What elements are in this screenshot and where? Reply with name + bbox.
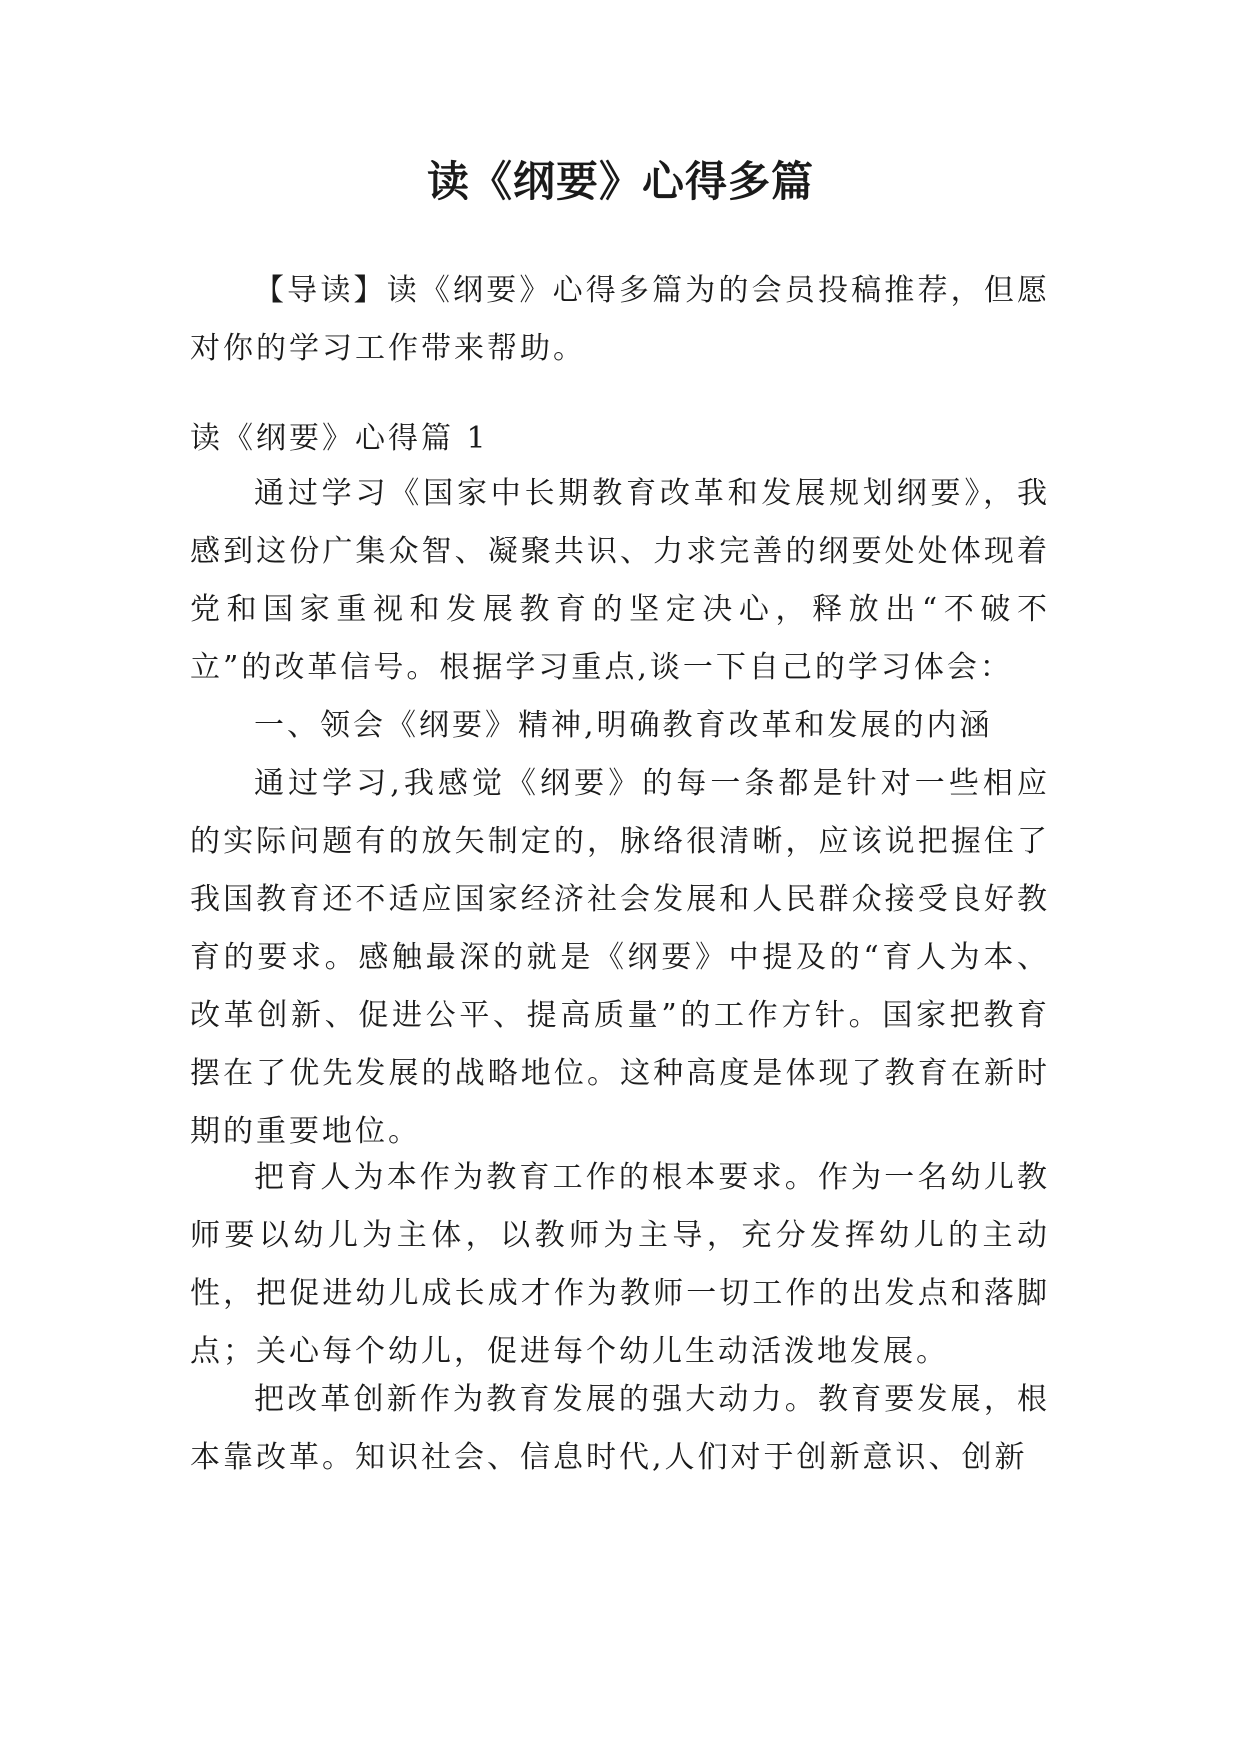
body-paragraph-3: 把育人为本作为教育工作的根本要求。作为一名幼儿教师要以幼儿为主体，以教师为主导，充分发挥幼儿的主动性，把促进幼儿成长成才作为教师一切工作的出发点和落脚点；关心每个幼儿，促进每个幼儿生动活泼地发展。 (190, 1160, 1050, 1369)
section-heading: 读《纲要》心得篇 1 (190, 421, 489, 456)
subheading-paragraph: 一、领会《纲要》精神,明确教育改革和发展的内涵 (254, 708, 993, 743)
body-paragraph-4: 把改革创新作为教育发展的强大动力。教育要发展，根本靠改革。知识社会、信息时代,人们对于创新意识、创新 (190, 1382, 1050, 1475)
body-paragraph-1: 通过学习《国家中长期教育改革和发展规划纲要》，我感到这份广集众智、凝聚共识、力求完善的纲要处处体现着党和国家重视和发展教育的坚定决心，释放出“不破不立”的改革信号。根据学习重点,谈一下自己的学习体会： (190, 476, 1050, 685)
document-title: 读《纲要》心得多篇 (426, 157, 814, 206)
body-paragraph-2: 通过学习,我感觉《纲要》的每一条都是针对一些相应的实际问题有的放矢制定的，脉络很清晰，应该说把握住了我国教育还不适应国家经济社会发展和人民群众接受良好教育的要求。感触最深的就是《纲要》中提及的“育人为本、改革创新、促进公平、提高质量”的工作方针。国家把教育摆在了优先发展的战略地位。这种高度是体现了教育在新时期的重要地位。 (190, 766, 1050, 1149)
intro-paragraph: 【导读】读《纲要》心得多篇为的会员投稿推荐，但愿对你的学习工作带来帮助。 (190, 273, 1050, 366)
